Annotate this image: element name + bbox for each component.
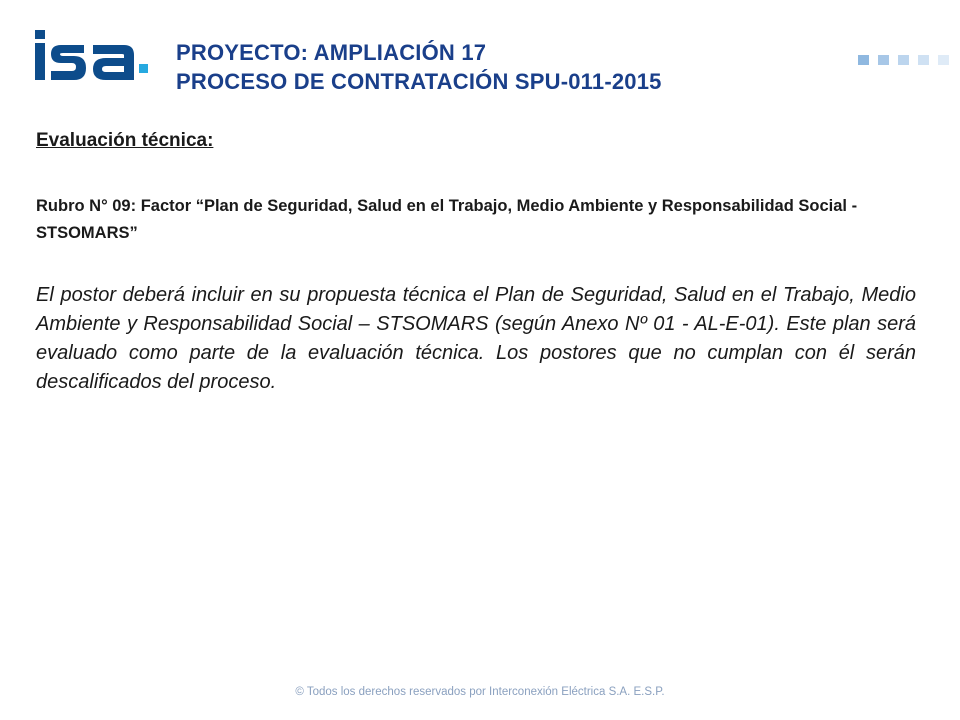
decorative-dots [858, 55, 949, 65]
copyright-footer: © Todos los derechos reservados por Interconexión Eléctrica S.A. E.S.P. [295, 686, 665, 698]
title-line-1: PROYECTO: AMPLIACIÓN 17 [176, 40, 487, 65]
decorative-square-icon [938, 55, 949, 65]
isa-logo [34, 28, 156, 88]
page-title [176, 38, 662, 96]
body-paragraph: El postor deberá incluir en su propuesta técnica el Plan de Seguridad, Salud en el Trabajo, Medio Ambiente y Responsabilidad Social – STSOMARS (según Anexo Nº 01 - AL-E-01). Este plan será evaluado como parte de la evaluación técnica. Los postores que no cumplan con él serán descalificados del proceso. [36, 284, 916, 393]
decorative-square-icon [878, 55, 889, 65]
decorative-square-icon [918, 55, 929, 65]
decorative-square-icon [898, 55, 909, 65]
decorative-square-icon [858, 55, 869, 65]
rubro-text: Rubro N° 09: Factor “Plan de Seguridad, Salud en el Trabajo, Medio Ambiente y Responsabilidad Social - STSOMARS” [36, 197, 858, 242]
section-heading: Evaluación técnica: [36, 130, 214, 151]
title-line-2: PROCESO DE CONTRATACIÓN SPU-011-2015 [176, 69, 662, 94]
